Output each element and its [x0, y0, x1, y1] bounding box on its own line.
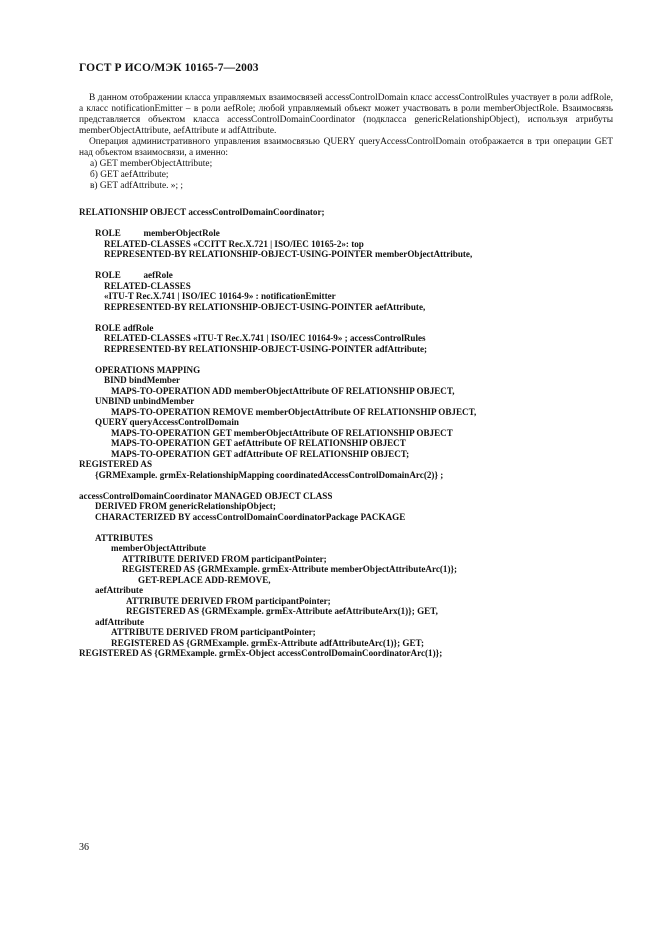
code-line: MAPS-TO-OPERATION GET aefAttribute OF RELATIONSHIP OBJECT: [111, 438, 406, 448]
code-line: UNBIND unbindMember: [95, 396, 195, 406]
code-line: GET-REPLACE ADD-REMOVE,: [138, 574, 271, 585]
code-line: RELATIONSHIP OBJECT accessControlDomainCoordinator;: [79, 207, 325, 217]
list-item: б) GET aefAttribute;: [90, 170, 169, 180]
code-line: REGISTERED AS {GRMExample. grmEx-Object accessControlDomainCoordinatorArc(1)};: [79, 648, 443, 658]
code-line: ATTRIBUTE DERIVED FROM participantPointer;: [111, 627, 316, 637]
standard-header: ГОСТ Р ИСО/МЭК 10165-7—2003: [79, 62, 259, 74]
code-line: DERIVED FROM genericRelationshipObject;: [95, 501, 276, 511]
code-line: CHARACTERIZED BY accessControlDomainCoordinatorPackage PACKAGE: [95, 511, 406, 522]
code-line: REGISTERED AS {GRMExample. grmEx-Attribute adfAttributeArc(1)}; GET;: [111, 637, 424, 648]
code-line: ROLE adfRole: [95, 322, 154, 333]
page-number: 36: [79, 842, 89, 853]
code-line: «ITU-T Rec.X.741 | ISO/IEC 10164-9» : notificationEmitter: [104, 291, 336, 301]
blank-line: [79, 218, 639, 229]
code-line: REGISTERED AS {GRMExample. grmEx-Attribute aefAttributeArx(1)}; GET,: [126, 606, 438, 616]
code-line: aefAttribute: [95, 585, 143, 595]
code-line: MAPS-TO-OPERATION GET memberObjectAttribute OF RELATIONSHIP OBJECT: [111, 427, 453, 438]
code-line: ATTRIBUTE DERIVED FROM participantPointer;: [122, 553, 327, 564]
operation-list: [79, 159, 613, 192]
blank-line: [79, 522, 639, 533]
code-line: ATTRIBUTES: [95, 532, 153, 543]
code-line: REPRESENTED-BY RELATIONSHIP-OBJECT-USING-POINTER adfAttribute;: [104, 343, 428, 354]
code-line: ROLE aefRole: [95, 270, 173, 280]
asn1-definition-block: [79, 207, 639, 659]
code-line: memberObjectAttribute: [111, 543, 206, 553]
code-line: MAPS-TO-OPERATION GET adfAttribute OF RELATIONSHIP OBJECT;: [111, 448, 410, 459]
code-line: REPRESENTED-BY RELATIONSHIP-OBJECT-USING-POINTER memberObjectAttribute,: [104, 249, 473, 259]
code-line: {GRMExample. grmEx-RelationshipMapping coordinatedAccessControlDomainArc(2)} ;: [95, 469, 444, 480]
code-line: ATTRIBUTE DERIVED FROM participantPointer;: [126, 595, 331, 606]
code-line: REPRESENTED-BY RELATIONSHIP-OBJECT-USING-POINTER aefAttribute,: [104, 301, 426, 312]
code-line: accessControlDomainCoordinator MANAGED OBJECT CLASS: [79, 490, 333, 501]
blank-line: [79, 260, 639, 271]
body-text: [79, 93, 613, 192]
code-line: adfAttribute: [95, 616, 144, 627]
code-line: OPERATIONS MAPPING: [95, 364, 201, 375]
blank-line: [79, 312, 639, 323]
paragraph: В данном отображении класса управляемых взаимосвязей accessControlDomain класс accessControlRules участвует в роли adfRole, а класс notificationEmitter – в роли aefRole; любой управляемый объект может участвовать в роли memberObjectRole. Взаимосвязь представляется объектом класса accessControlDomainCoordinator (подкласса genericRelationshipObject), используя атрибуты memberObjectAttribute, aefAttribute и adfAttribute.: [79, 93, 613, 136]
code-line: REGISTERED AS {GRMExample. grmEx-Attribute memberObjectAttributeArc(1)};: [122, 564, 458, 574]
code-line: REGISTERED AS: [79, 459, 153, 469]
code-line: MAPS-TO-OPERATION ADD memberObjectAttribute OF RELATIONSHIP OBJECT,: [111, 385, 455, 396]
list-item: а) GET memberObjectAttribute;: [90, 159, 213, 169]
code-line: QUERY queryAccessControlDomain: [95, 417, 239, 427]
code-line: BIND bindMember: [104, 375, 181, 385]
code-line: RELATED-CLASSES: [104, 280, 191, 291]
blank-line: [79, 354, 639, 365]
code-line: RELATED-CLASSES «CCITT Rec.X.721 | ISO/IEC 10165-2»: top: [104, 238, 364, 249]
code-line: ROLE memberObjectRole: [95, 228, 220, 238]
paragraph: Операция административного управления взаимосвязью QUERY queryAccessControlDomain отображается в три операции GET над объектом взаимосвязи, а именно:: [79, 137, 613, 158]
list-item: в) GET adfAttribute. »; ;: [90, 181, 184, 191]
code-line: RELATED-CLASSES «ITU-T Rec.X.741 | ISO/IEC 10164-9» ; accessControlRules: [104, 333, 426, 343]
code-line: MAPS-TO-OPERATION REMOVE memberObjectAttribute OF RELATIONSHIP OBJECT,: [111, 406, 477, 417]
blank-line: [79, 480, 639, 491]
